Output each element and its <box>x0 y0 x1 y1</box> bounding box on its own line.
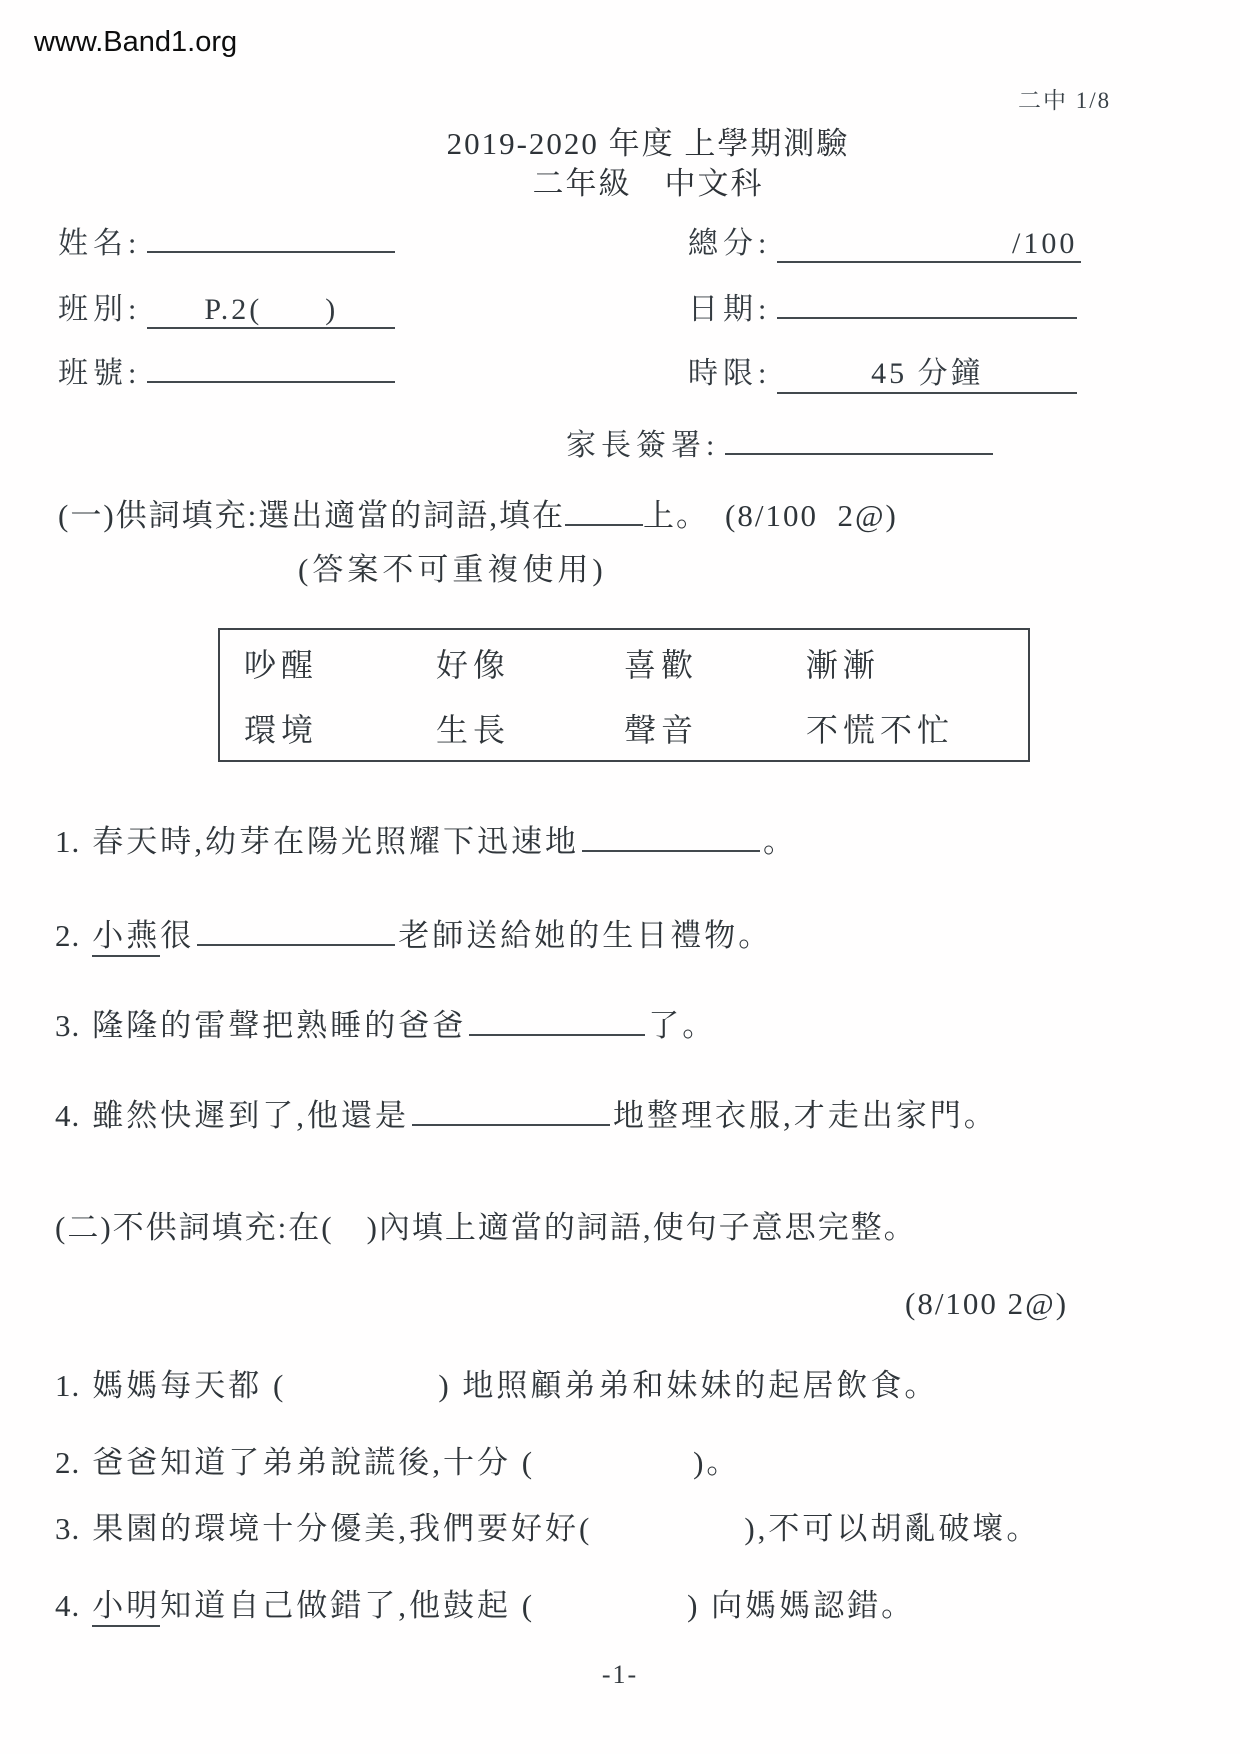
question-text-pre: 春天時,幼芽在陽光照耀下迅速地 <box>92 824 579 859</box>
total-score-fill-line: /100 <box>777 227 1081 263</box>
question-text-pre: 雖然快遲到了,他還是 <box>92 1098 409 1133</box>
section1-heading-post: 上。 <box>643 498 710 533</box>
answer-gap <box>592 1535 744 1539</box>
question-text-post: 了。 <box>648 1008 717 1043</box>
question-number: 4. <box>55 1098 81 1133</box>
section2-question-3 <box>55 1503 1040 1548</box>
question-text-pre: 很 <box>160 918 195 953</box>
question-number: 1. <box>55 1368 81 1403</box>
time-limit-label: 時限: <box>688 357 772 390</box>
question-text-post: ) 地照顧弟弟和妹妹的起居飲食。 <box>438 1368 939 1403</box>
question-number: 3. <box>55 1511 81 1546</box>
answer-blank-line <box>412 1114 610 1126</box>
question-number: 1. <box>55 824 81 859</box>
question-text-pre: 知道自己做錯了,他鼓起 ( <box>160 1588 536 1623</box>
exam-title: 2019-2020 年度 上學期測驗 <box>446 126 850 161</box>
parent-signature-label: 家長簽署: <box>566 429 720 462</box>
class-fill-line: P.2( ) <box>147 293 395 329</box>
name-label: 姓名: <box>58 227 142 260</box>
section1-question-2 <box>55 910 772 955</box>
exam-subtitle: 二年級 中文科 <box>532 166 764 201</box>
question-number: 2. <box>55 1445 81 1480</box>
section1-note: (答案不可重複使用) <box>298 552 607 587</box>
section1-heading <box>58 490 898 535</box>
question-text-pre: 隆隆的雷聲把熟睡的爸爸 <box>92 1008 467 1043</box>
answer-gap <box>535 1469 693 1473</box>
word-bank-item: 生長 <box>436 711 511 748</box>
question-text-pre: 媽媽每天都 ( <box>92 1368 287 1403</box>
section1-heading-pre: (一)供詞填充:選出適當的詞語,填在 <box>58 498 566 533</box>
underlined-name: 小燕 <box>92 918 160 957</box>
question-text-post: 老師送給她的生日禮物。 <box>398 918 773 953</box>
word-bank-box <box>218 628 1030 762</box>
section2-question-2 <box>55 1437 740 1482</box>
question-number: 4. <box>55 1588 81 1623</box>
section1-question-3 <box>55 1000 716 1045</box>
word-bank-item: 漸漸 <box>806 646 881 683</box>
underlined-name: 小明 <box>92 1588 160 1627</box>
class-number-label: 班號: <box>58 357 142 390</box>
section1-marks: (8/100 2@) <box>725 498 898 533</box>
field-class <box>58 284 395 329</box>
section1-question-4 <box>55 1090 998 1135</box>
section2-question-1 <box>55 1360 938 1405</box>
question-text-post: ),不可以胡亂破壞。 <box>744 1511 1041 1546</box>
question-text-post: ) 向媽媽認錯。 <box>687 1588 916 1623</box>
section1-heading-blank <box>565 514 643 526</box>
field-class-number <box>58 348 395 392</box>
page-number: -1- <box>601 1660 639 1689</box>
answer-blank-line <box>582 840 760 852</box>
field-time-limit <box>688 348 1077 394</box>
name-fill-line <box>147 241 395 253</box>
watermark: www.Band1.org <box>34 26 238 58</box>
date-label: 日期: <box>688 293 772 326</box>
section2-heading: (二)不供詞填充:在( )內填上適當的詞語,使句子意思完整。 <box>55 1210 917 1245</box>
word-bank-item: 吵醒 <box>244 646 319 683</box>
time-limit-fill-line: 45 分鐘 <box>777 348 1077 394</box>
date-fill-line <box>777 307 1077 319</box>
question-text-post: 地整理衣服,才走出家門。 <box>613 1098 998 1133</box>
word-bank-item: 聲音 <box>624 711 699 748</box>
field-name <box>58 218 395 262</box>
answer-gap <box>535 1612 687 1616</box>
question-number: 3. <box>55 1008 81 1043</box>
field-date <box>688 284 1077 328</box>
word-bank-item: 喜歡 <box>624 646 699 683</box>
class-number-fill-line <box>147 371 395 383</box>
answer-blank-line <box>197 934 395 946</box>
answer-blank-line <box>469 1024 645 1036</box>
question-text-pre: 果園的環境十分優美,我們要好好( <box>92 1511 593 1546</box>
page-marker: 二中 1/8 <box>1018 88 1112 113</box>
section2-marks: (8/100 2@) <box>905 1286 1069 1321</box>
question-text-post: 。 <box>763 824 797 859</box>
word-bank-item: 環境 <box>244 711 319 748</box>
word-bank-item: 不慌不忙 <box>806 711 955 748</box>
class-label: 班別: <box>58 293 142 326</box>
question-text-pre: 爸爸知道了弟弟說謊後,十分 ( <box>92 1445 536 1480</box>
answer-gap <box>286 1392 438 1396</box>
field-parent-signature <box>566 420 993 464</box>
question-number: 2. <box>55 918 81 953</box>
total-score-label: 總分: <box>688 227 772 260</box>
question-text-post: )。 <box>693 1445 741 1480</box>
parent-signature-fill-line <box>725 443 993 455</box>
field-total-score <box>688 218 1081 263</box>
word-bank-item: 好像 <box>436 646 511 683</box>
section1-question-1 <box>55 816 797 861</box>
section2-question-4 <box>55 1580 915 1625</box>
